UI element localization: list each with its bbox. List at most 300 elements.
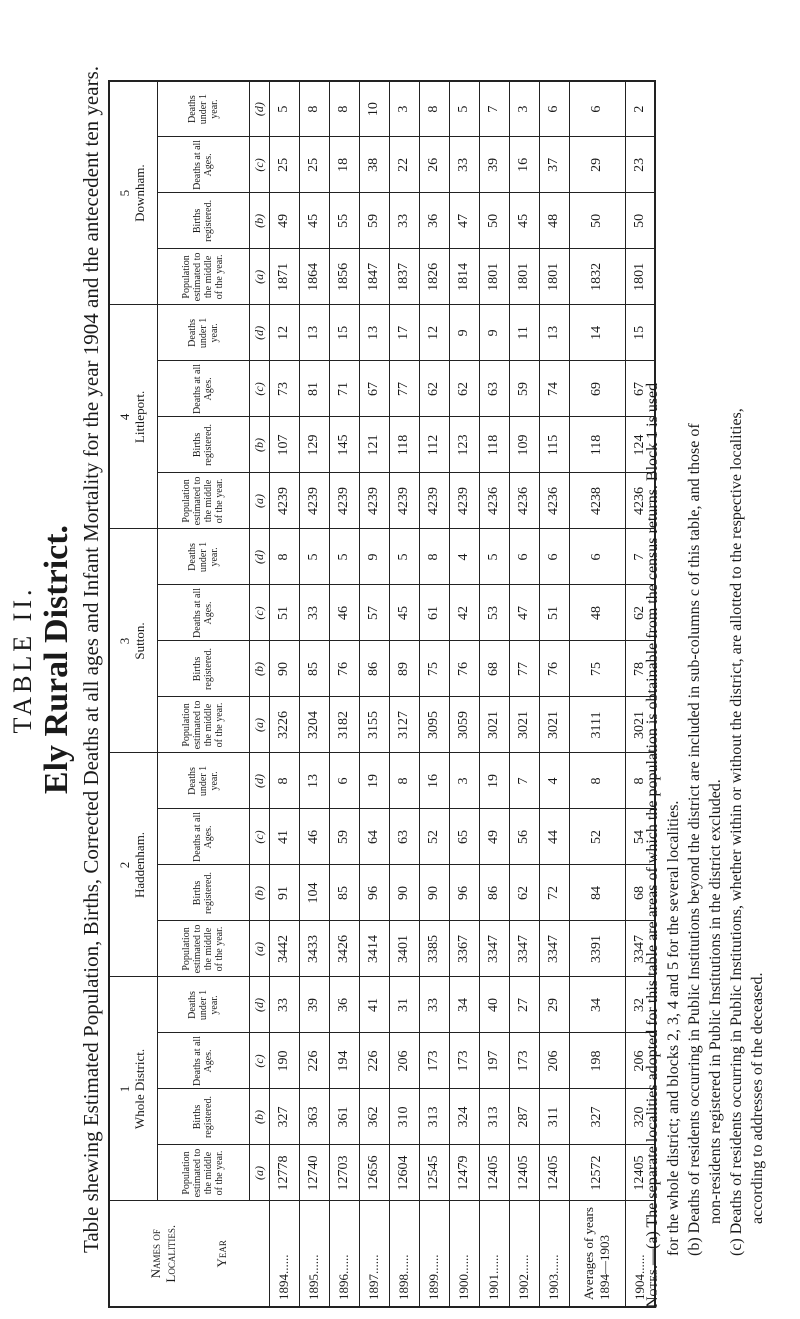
value-cell: 1826: [419, 249, 449, 305]
value-cell: 59: [359, 193, 389, 249]
value-cell: 310: [389, 1089, 419, 1145]
population-header: Population estimated to the middle of the year.: [157, 697, 249, 753]
value-cell: 8: [419, 81, 449, 137]
value-cell: 23: [625, 137, 655, 193]
value-cell: 1814: [449, 249, 479, 305]
value-cell: 4236: [625, 473, 655, 529]
year-cell: 1902......: [509, 1201, 539, 1307]
deaths-under-1-header: Deaths under 1 year.: [157, 529, 249, 585]
value-cell: 198: [569, 1033, 625, 1089]
value-cell: 9: [359, 529, 389, 585]
value-cell: 76: [449, 641, 479, 697]
value-cell: 49: [479, 809, 509, 865]
notes: [642, 8, 768, 1308]
sub-label: (c): [249, 585, 269, 641]
value-cell: 32: [625, 977, 655, 1033]
value-cell: 46: [329, 585, 359, 641]
value-cell: 31: [389, 977, 419, 1033]
value-cell: 6: [539, 529, 569, 585]
note-a-text: —(a) The separate localities adopted for this table are areas of which the population is obtainable from the census returns. Block 1 is used: [644, 382, 661, 1265]
value-cell: 59: [329, 809, 359, 865]
value-cell: 5: [269, 81, 299, 137]
value-cell: 6: [539, 81, 569, 137]
year-cell: 1899......: [419, 1201, 449, 1307]
value-cell: 39: [299, 977, 329, 1033]
value-cell: 197: [479, 1033, 509, 1089]
value-cell: 13: [359, 305, 389, 361]
value-cell: 84: [569, 865, 625, 921]
table-row: [539, 81, 569, 1307]
value-cell: 287: [509, 1089, 539, 1145]
table-body: [269, 81, 655, 1307]
deaths-under-1-header: Deaths under 1 year.: [157, 81, 249, 137]
population-header: Population estimated to the middle of the year.: [157, 249, 249, 305]
population-header: Population estimated to the middle of the year.: [157, 1145, 249, 1201]
sub-label: (a): [249, 1145, 269, 1201]
value-cell: 1864: [299, 249, 329, 305]
value-cell: 4239: [449, 473, 479, 529]
value-cell: 1801: [539, 249, 569, 305]
value-cell: 5: [299, 529, 329, 585]
value-cell: 3347: [625, 921, 655, 977]
value-cell: 76: [539, 641, 569, 697]
value-cell: 7: [625, 529, 655, 585]
locality-num: 2: [117, 861, 133, 869]
value-cell: 311: [539, 1089, 569, 1145]
value-cell: 52: [419, 809, 449, 865]
value-cell: 4236: [479, 473, 509, 529]
value-cell: 62: [625, 585, 655, 641]
value-cell: 90: [389, 865, 419, 921]
value-cell: 19: [479, 753, 509, 809]
value-cell: 3226: [269, 697, 299, 753]
value-cell: 3347: [479, 921, 509, 977]
value-cell: 76: [329, 641, 359, 697]
value-cell: 12656: [359, 1145, 389, 1201]
value-cell: 90: [419, 865, 449, 921]
value-cell: 12604: [389, 1145, 419, 1201]
value-cell: 115: [539, 417, 569, 473]
value-cell: 12: [269, 305, 299, 361]
value-cell: 327: [569, 1089, 625, 1145]
value-cell: 194: [329, 1033, 359, 1089]
value-cell: 56: [509, 809, 539, 865]
year-cell: 1897......: [359, 1201, 389, 1307]
value-cell: 129: [299, 417, 329, 473]
table-row: [569, 81, 625, 1307]
value-cell: 9: [479, 305, 509, 361]
table-row: [509, 81, 539, 1307]
year-cell: 1896......: [329, 1201, 359, 1307]
value-cell: 6: [509, 529, 539, 585]
value-cell: 173: [509, 1033, 539, 1089]
value-cell: 4238: [569, 473, 625, 529]
value-cell: 1832: [569, 249, 625, 305]
value-cell: 3059: [449, 697, 479, 753]
value-cell: 1871: [269, 249, 299, 305]
sub-label: (a): [249, 921, 269, 977]
value-cell: 8: [625, 753, 655, 809]
value-cell: 41: [359, 977, 389, 1033]
value-cell: 3426: [329, 921, 359, 977]
value-cell: 9: [449, 305, 479, 361]
value-cell: 68: [625, 865, 655, 921]
value-cell: 18: [329, 137, 359, 193]
value-cell: 118: [569, 417, 625, 473]
value-cell: 12405: [479, 1145, 509, 1201]
value-cell: 27: [509, 977, 539, 1033]
value-cell: 12572: [569, 1145, 625, 1201]
value-cell: 4239: [329, 473, 359, 529]
table-row: [329, 81, 359, 1307]
value-cell: 327: [269, 1089, 299, 1145]
value-cell: 59: [509, 361, 539, 417]
value-cell: 4239: [419, 473, 449, 529]
value-cell: 361: [329, 1089, 359, 1145]
deaths-all-ages-header: Deaths at all Ages.: [157, 585, 249, 641]
sub-label: (c): [249, 1033, 269, 1089]
value-cell: 8: [419, 529, 449, 585]
value-cell: 42: [449, 585, 479, 641]
page-subtitle: Table shewing Estimated Population, Births, Corrected Deaths at all ages and Infant Mortality for the year 1904 and the antecedent ten years.: [79, 66, 103, 1253]
value-cell: 6: [329, 753, 359, 809]
table-row: [359, 81, 389, 1307]
value-cell: 3: [509, 81, 539, 137]
value-cell: 4239: [299, 473, 329, 529]
deaths-all-ages-header: Deaths at all Ages.: [157, 809, 249, 865]
value-cell: 123: [449, 417, 479, 473]
year-label: Year: [213, 1240, 229, 1268]
value-cell: 62: [419, 361, 449, 417]
sub-label: (d): [249, 305, 269, 361]
value-cell: 3367: [449, 921, 479, 977]
table-row: [299, 81, 329, 1307]
value-cell: 19: [359, 753, 389, 809]
value-cell: 86: [359, 641, 389, 697]
value-cell: 12545: [419, 1145, 449, 1201]
value-cell: 44: [539, 809, 569, 865]
value-cell: 10: [359, 81, 389, 137]
value-cell: 3433: [299, 921, 329, 977]
value-cell: 8: [569, 753, 625, 809]
value-cell: 12405: [539, 1145, 569, 1201]
sub-label: (a): [249, 473, 269, 529]
value-cell: 47: [509, 585, 539, 641]
value-cell: 4: [539, 753, 569, 809]
value-cell: 3391: [569, 921, 625, 977]
value-cell: 73: [269, 361, 299, 417]
value-cell: 50: [479, 193, 509, 249]
value-cell: 33: [449, 137, 479, 193]
value-cell: 52: [569, 809, 625, 865]
value-cell: 96: [359, 865, 389, 921]
value-cell: 51: [269, 585, 299, 641]
value-cell: 71: [329, 361, 359, 417]
value-cell: 12479: [449, 1145, 479, 1201]
value-cell: 3021: [625, 697, 655, 753]
value-cell: 12703: [329, 1145, 359, 1201]
value-cell: 47: [449, 193, 479, 249]
value-cell: 38: [359, 137, 389, 193]
notes-label: Notes.: [644, 1264, 661, 1308]
sub-label: (c): [249, 361, 269, 417]
value-cell: 85: [299, 641, 329, 697]
value-cell: 3: [389, 81, 419, 137]
sub-label: (d): [249, 81, 269, 137]
locality-header-3: [109, 529, 157, 753]
value-cell: 50: [569, 193, 625, 249]
sub-label: (b): [249, 641, 269, 697]
value-cell: 6: [569, 529, 625, 585]
births-header: Births registered.: [157, 193, 249, 249]
value-cell: 13: [299, 305, 329, 361]
value-cell: 62: [509, 865, 539, 921]
table-row: [479, 81, 509, 1307]
deaths-under-1-header: Deaths under 1 year.: [157, 753, 249, 809]
value-cell: 53: [479, 585, 509, 641]
mortality-table: [108, 80, 656, 1308]
value-cell: 75: [569, 641, 625, 697]
value-cell: 107: [269, 417, 299, 473]
value-cell: 8: [389, 753, 419, 809]
value-cell: 1801: [479, 249, 509, 305]
value-cell: 3401: [389, 921, 419, 977]
value-cell: 25: [299, 137, 329, 193]
value-cell: 3021: [509, 697, 539, 753]
value-cell: 3442: [269, 921, 299, 977]
locality-header-row: [109, 81, 157, 1307]
deaths-under-1-header: Deaths under 1 year.: [157, 977, 249, 1033]
locality-name: Downham.: [132, 164, 148, 222]
value-cell: 8: [299, 81, 329, 137]
value-cell: 206: [539, 1033, 569, 1089]
year-cell: 1900......: [449, 1201, 479, 1307]
value-cell: 5: [389, 529, 419, 585]
value-cell: 3111: [569, 697, 625, 753]
births-header: Births registered.: [157, 1089, 249, 1145]
value-cell: 68: [479, 641, 509, 697]
value-cell: 54: [625, 809, 655, 865]
note-a-line-1: [642, 8, 663, 1308]
value-cell: 65: [449, 809, 479, 865]
value-cell: 118: [389, 417, 419, 473]
value-cell: 33: [299, 585, 329, 641]
value-cell: 3347: [539, 921, 569, 977]
value-cell: 45: [299, 193, 329, 249]
value-cell: 121: [359, 417, 389, 473]
value-cell: 3182: [329, 697, 359, 753]
names-label: Names of Localities.: [147, 1224, 178, 1283]
value-cell: 12405: [509, 1145, 539, 1201]
table-row: [449, 81, 479, 1307]
year-cell: 1903......: [539, 1201, 569, 1307]
value-cell: 15: [625, 305, 655, 361]
locality-num: 3: [117, 637, 133, 645]
value-cell: 36: [419, 193, 449, 249]
births-header: Births registered.: [157, 641, 249, 697]
value-cell: 45: [389, 585, 419, 641]
value-cell: 8: [269, 529, 299, 585]
value-cell: 12740: [299, 1145, 329, 1201]
value-cell: 5: [329, 529, 359, 585]
value-cell: 74: [539, 361, 569, 417]
sub-label: (b): [249, 865, 269, 921]
locality-header-2: [109, 753, 157, 977]
value-cell: 63: [479, 361, 509, 417]
value-cell: 50: [625, 193, 655, 249]
value-cell: 69: [569, 361, 625, 417]
value-cell: 25: [269, 137, 299, 193]
sub-label: (b): [249, 417, 269, 473]
value-cell: 206: [625, 1033, 655, 1089]
value-cell: 7: [479, 81, 509, 137]
value-cell: 313: [479, 1089, 509, 1145]
value-cell: 14: [569, 305, 625, 361]
sub-label-row: [249, 81, 269, 1307]
value-cell: 1801: [625, 249, 655, 305]
value-cell: 363: [299, 1089, 329, 1145]
table-label: TABLE II.: [8, 585, 37, 734]
year-cell: 1895......: [299, 1201, 329, 1307]
value-cell: 173: [419, 1033, 449, 1089]
value-cell: 226: [359, 1033, 389, 1089]
value-cell: 41: [269, 809, 299, 865]
value-cell: 4239: [359, 473, 389, 529]
value-cell: 4: [449, 529, 479, 585]
value-cell: 91: [269, 865, 299, 921]
locality-header-1: [109, 977, 157, 1201]
value-cell: 4236: [509, 473, 539, 529]
sub-label: (d): [249, 977, 269, 1033]
sub-label: (c): [249, 809, 269, 865]
sub-label: (a): [249, 249, 269, 305]
value-cell: 3021: [479, 697, 509, 753]
value-cell: 48: [539, 193, 569, 249]
table-row: [269, 81, 299, 1307]
value-cell: 51: [539, 585, 569, 641]
value-cell: 173: [449, 1033, 479, 1089]
value-cell: 72: [539, 865, 569, 921]
value-cell: 48: [569, 585, 625, 641]
value-cell: 85: [329, 865, 359, 921]
note-c-line-1: (c) Deaths of residents occurring in Public Institutions, whether within or without the district, are allotted to the respective localities,: [728, 408, 745, 1256]
note-b-line-2: non-residents registered in Public Institutions in the district excluded.: [707, 779, 724, 1224]
value-cell: 67: [625, 361, 655, 417]
value-cell: 16: [509, 137, 539, 193]
births-header: Births registered.: [157, 417, 249, 473]
table-row: [389, 81, 419, 1307]
page-title: Ely Rural District.: [38, 524, 75, 795]
value-cell: 13: [539, 305, 569, 361]
note-a-line-2: for the whole district; and blocks 2, 3, 4 and 5 for the several localities.: [665, 800, 682, 1256]
value-cell: 57: [359, 585, 389, 641]
value-cell: 15: [329, 305, 359, 361]
value-cell: 17: [389, 305, 419, 361]
value-cell: 206: [389, 1033, 419, 1089]
sub-label: (b): [249, 193, 269, 249]
value-cell: 96: [449, 865, 479, 921]
value-cell: 3021: [539, 697, 569, 753]
value-cell: 34: [449, 977, 479, 1033]
value-cell: 109: [509, 417, 539, 473]
value-cell: 62: [449, 361, 479, 417]
locality-num: 1: [117, 1085, 133, 1093]
year-cell: Averages of years 1894—1903: [569, 1201, 625, 1307]
table-row: [419, 81, 449, 1307]
value-cell: 75: [419, 641, 449, 697]
locality-name: Whole District.: [132, 1048, 148, 1130]
year-cell: 1894......: [269, 1201, 299, 1307]
value-cell: 1847: [359, 249, 389, 305]
deaths-all-ages-header: Deaths at all Ages.: [157, 361, 249, 417]
population-header: Population estimated to the middle of the year.: [157, 921, 249, 977]
deaths-all-ages-header: Deaths at all Ages.: [157, 137, 249, 193]
value-cell: 226: [299, 1033, 329, 1089]
value-cell: 29: [539, 977, 569, 1033]
value-cell: 3155: [359, 697, 389, 753]
value-cell: 11: [509, 305, 539, 361]
value-cell: 55: [329, 193, 359, 249]
locality-name: Sutton.: [132, 622, 148, 660]
value-cell: 67: [359, 361, 389, 417]
value-cell: 3414: [359, 921, 389, 977]
value-cell: 33: [389, 193, 419, 249]
value-cell: 6: [569, 81, 625, 137]
value-cell: 16: [419, 753, 449, 809]
value-cell: 46: [299, 809, 329, 865]
sub-label: (c): [249, 137, 269, 193]
sub-label: (b): [249, 1089, 269, 1145]
value-cell: 61: [419, 585, 449, 641]
value-cell: 313: [419, 1089, 449, 1145]
value-cell: 33: [269, 977, 299, 1033]
value-cell: 4236: [539, 473, 569, 529]
sub-label: (a): [249, 697, 269, 753]
value-cell: 3095: [419, 697, 449, 753]
value-cell: 5: [479, 529, 509, 585]
names-of-localities-header: [109, 1201, 269, 1307]
value-cell: 89: [389, 641, 419, 697]
value-cell: 12778: [269, 1145, 299, 1201]
value-cell: 45: [509, 193, 539, 249]
sub-label: (d): [249, 753, 269, 809]
year-cell: 1904......: [625, 1201, 655, 1307]
locality-header-5: [109, 81, 157, 305]
value-cell: 124: [625, 417, 655, 473]
value-cell: 324: [449, 1089, 479, 1145]
value-cell: 5: [449, 81, 479, 137]
value-cell: 190: [269, 1033, 299, 1089]
value-cell: 78: [625, 641, 655, 697]
value-cell: 12405: [625, 1145, 655, 1201]
deaths-all-ages-header: Deaths at all Ages.: [157, 1033, 249, 1089]
value-cell: 3204: [299, 697, 329, 753]
value-cell: 49: [269, 193, 299, 249]
value-cell: 4239: [269, 473, 299, 529]
locality-num: 5: [117, 189, 133, 197]
value-cell: 90: [269, 641, 299, 697]
value-cell: 63: [389, 809, 419, 865]
value-cell: 12: [419, 305, 449, 361]
value-cell: 320: [625, 1089, 655, 1145]
value-cell: 1856: [329, 249, 359, 305]
locality-header-4: [109, 305, 157, 529]
value-cell: 4239: [389, 473, 419, 529]
value-cell: 3385: [419, 921, 449, 977]
value-cell: 81: [299, 361, 329, 417]
births-header: Births registered.: [157, 865, 249, 921]
locality-name: Littleport.: [132, 390, 148, 444]
